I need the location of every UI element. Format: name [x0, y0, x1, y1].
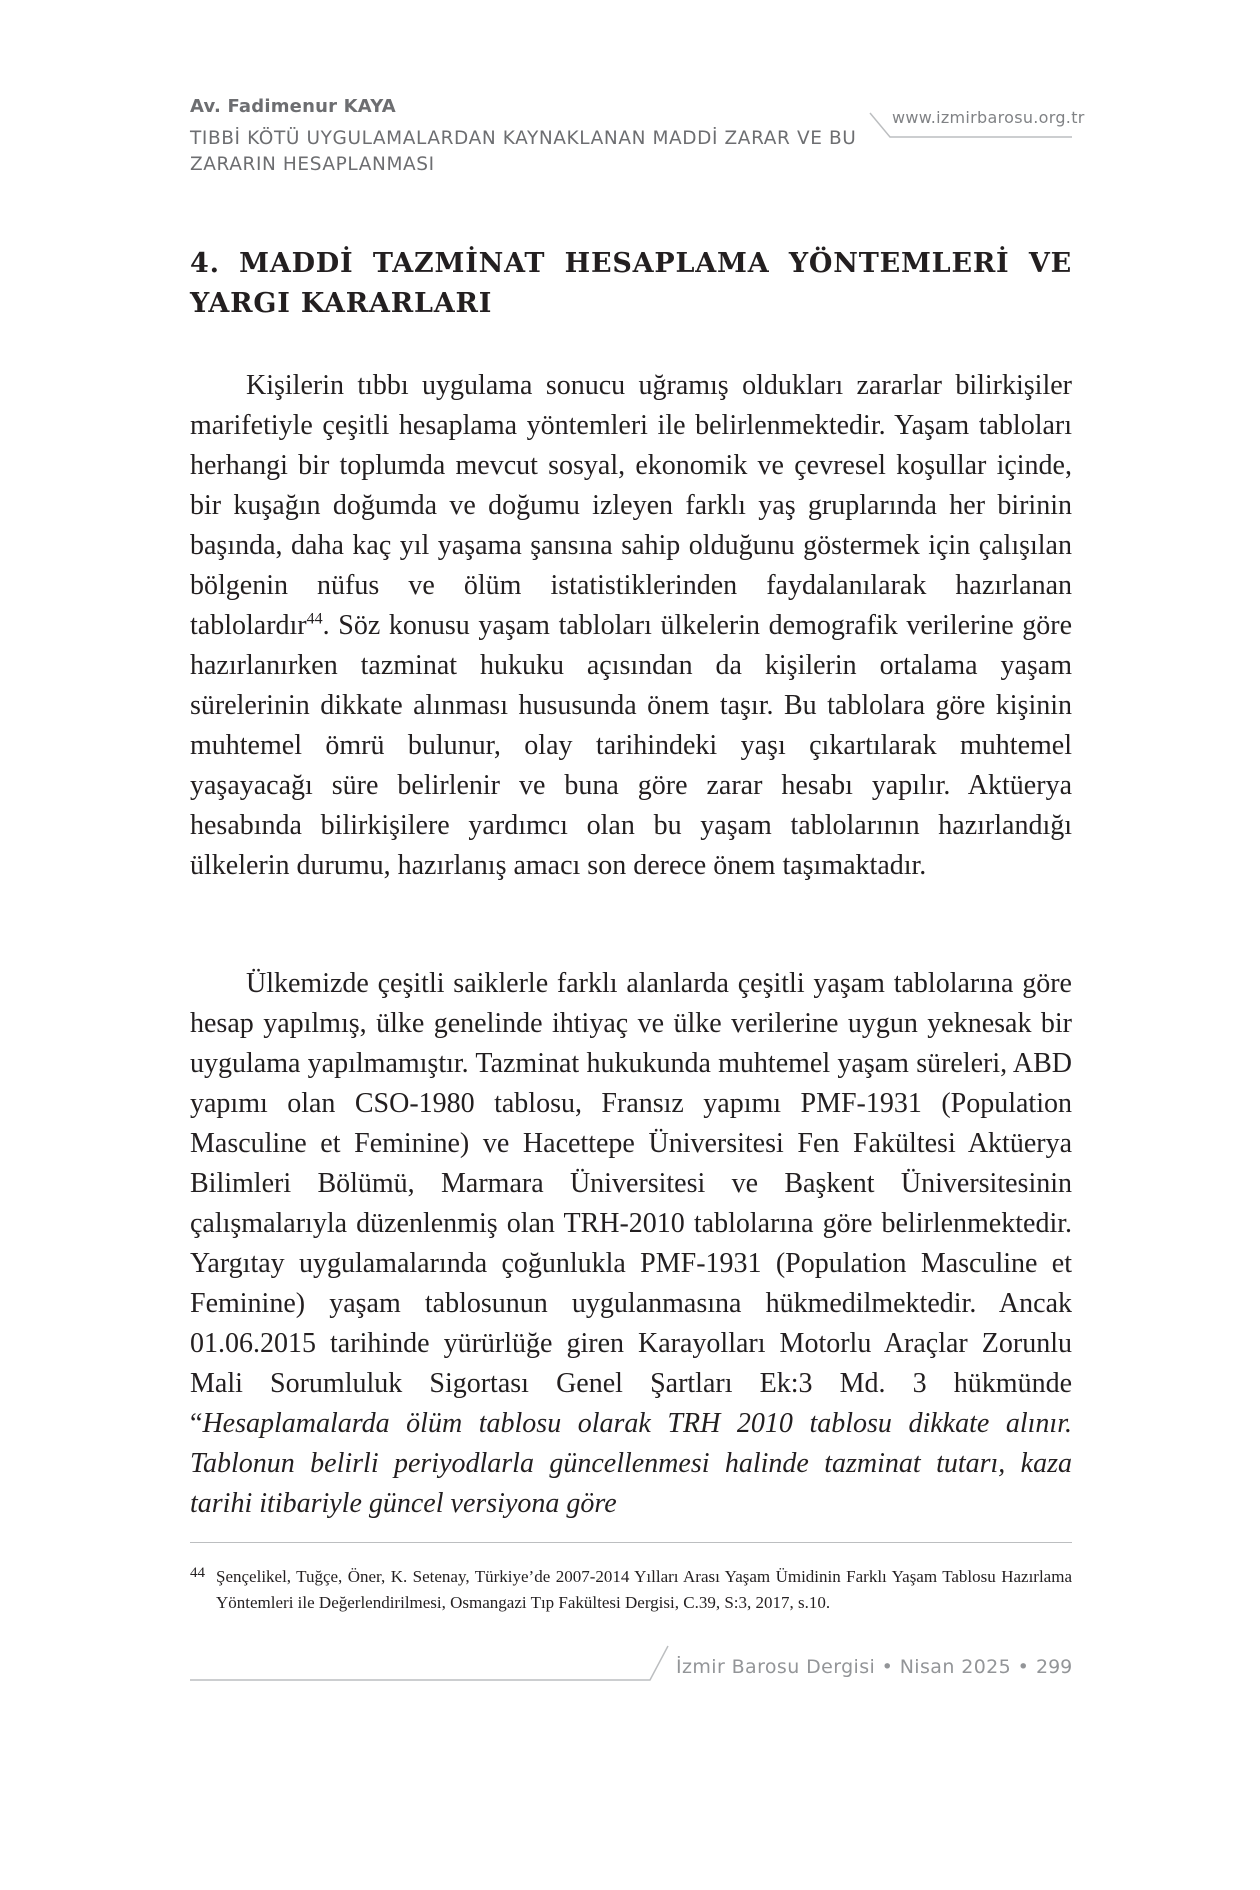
section-heading: 4. MADDİ TAZMİNAT HESAPLAMA YÖNTEMLERİ VE YARGI KARARLARI: [190, 248, 1072, 319]
footnote-text: Şençelikel, Tuğçe, Öner, K. Setenay, Türkiye’de 2007-2014 Yılları Arası Yaşam Ümidinin Farklı Yaşam Tablosu Hazırlama Yöntemleri ile Değerlendirilmesi, Osmangazi Tıp Fakültesi Dergisi, C.39, S:3, 2017, s.10.: [216, 1567, 1072, 1612]
page-number: 299: [1036, 1656, 1073, 1678]
paragraph-1-text: Kişilerin tıbbı uygulama sonucu uğramış oldukları zararlar bilirkişiler marifetiyle çeşitli hesaplama yöntemleri ile belirlenmektedir. Yaşam tabloları herhangi bir toplumda mevcut sosyal, ekonomik ve çevresel koşullar içinde, bir kuşağın doğumda ve doğumu izleyen farklı yaş gruplarında her birinin başında, daha kaç yıl yaşama şansına sahip olduğunu göstermek için çalışılan bölgenin nüfus ve ölüm istatistiklerinden faydalanılarak hazırlanan tablolardır: [190, 370, 1072, 641]
header-article-title: TIBBİ KÖTÜ UYGULAMALARDAN KAYNAKLANAN MADDİ ZARAR VE BU ZARARIN HESAPLANMASI: [190, 128, 857, 175]
body-paragraph-2: [190, 964, 1072, 1524]
paragraph-1-continuation: . Söz konusu yaşam tabloları ülkelerin demografik verilerine göre hazırlanırken tazminat hukuku açısından da kişilerin ortalama yaşam sürelerinin dikkate alınması hususunda önem taşır. Bu tablolara göre kişinin muhtemel ömrü bulunur, olay tarihindeki yaşı çıkartılarak muhtemel yaşayacağı süre belirlenir ve buna göre zarar hesabı yapılır. Aktüerya hesabında bilirkişilere yardımcı olan bu yaşam tablolarının hazırlandığı ülkelerin durumu, hazırlanış amacı son derece önem taşımaktadır.: [190, 610, 1072, 881]
header-rule: [0, 0, 1260, 200]
paragraph-2-text: Ülkemizde çeşitli saiklerle farklı alanlarda çeşitli yaşam tablolarına göre hesap yapılmış, ülke genelinde ihtiyaç ve ülke verilerine uygun yeknesak bir uygulama yapılmamıştır. Tazminat hukukunda muhtemel yaşam süreleri, ABD yapımı olan CSO-1980 tablosu, Fransız yapımı PMF-1931 (Population Masculine et Feminine) ve Hacettepe Üniversitesi Fen Fakültesi Aktüerya Bilimleri Bölümü, Marmara Üniversitesi ve Başkent Üniversitesinin çalışmalarıyla düzenlenmiş olan TRH-2010 tablolarına göre belirlenmektedir. Yargıtay uygulamalarında çoğunlukla PMF-1931 (Population Masculine et Feminine) yaşam tablosunun uygulanmasına hükmedilmektedir. Ancak 01.06.2015 tarihinde yürürlüğe giren Karayolları Motorlu Araçlar Zorunlu Mali Sorumluluk Sigortası Genel Şartları Ek:3 Md. 3 hükmünde “: [190, 968, 1072, 1439]
body-paragraph-1: [190, 366, 1072, 886]
footer-journal-name: İzmir Barosu Dergisi • Nisan 2025 •: [676, 1656, 1030, 1678]
footnote: [190, 1564, 1072, 1616]
header-website: www.izmirbarosu.org.tr: [892, 108, 1085, 127]
footnote-reference: 44: [306, 610, 323, 628]
footnote-separator: [190, 1542, 1072, 1543]
paragraph-2-quote: Hesaplamalarda ölüm tablosu olarak TRH 2010 tablosu dikkate alınır. Tablonun belirli periyodlarla güncellenmesi halinde tazminat tutarı, kaza tarihi itibariyle güncel versiyona göre: [190, 1408, 1072, 1519]
header-author: Av. Fadimenur KAYA: [190, 96, 396, 117]
footnote-number: 44: [190, 1565, 205, 1581]
